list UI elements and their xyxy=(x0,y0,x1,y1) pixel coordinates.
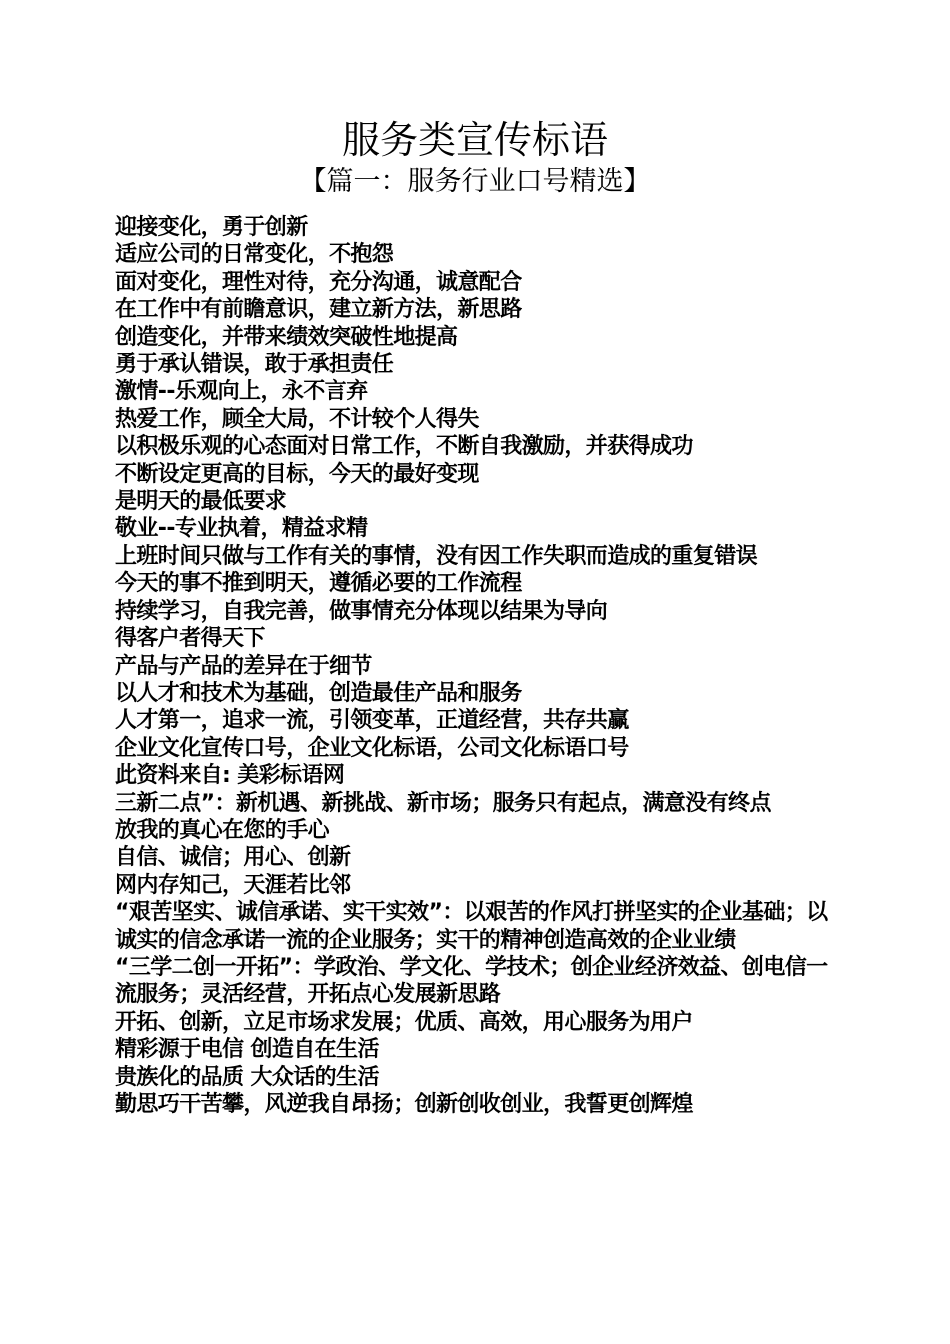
slogan-line: 适应公司的日常变化，不抱怨 xyxy=(115,242,394,268)
slogan-line: 产品与产品的差异在于细节 xyxy=(115,653,372,679)
slogan-line: 敬业--专业执着，精益求精 xyxy=(115,516,368,542)
slogan-line: 创造变化，并带来绩效突破性地提高 xyxy=(115,324,458,350)
slogan-line: 在工作中有前瞻意识，建立新方法，新思路 xyxy=(115,297,522,323)
slogan-line: 迎接变化，勇于创新 xyxy=(115,215,308,240)
slogan-line: 热爱工作，顾全大局，不计较个人得失 xyxy=(115,406,479,432)
slogan-line: 此资料来自: 美彩标语网 xyxy=(115,763,345,789)
slogan-line: 上班时间只做与工作有关的事情，没有因工作失职而造成的重复错误 xyxy=(115,543,758,569)
slogan-line: 贵族化的品质 大众话的生活 xyxy=(115,1064,379,1090)
slogan-line: 开拓、创新，立足市场求发展；优质、高效，用心服务为用户 xyxy=(115,1009,693,1035)
slogan-line: 以人才和技术为基础，创造最佳产品和服务 xyxy=(115,680,522,706)
slogan-line: 企业文化宣传口号，企业文化标语，公司文化标语口号 xyxy=(115,735,629,761)
slogan-line: 今天的事不推到明天，遵循必要的工作流程 xyxy=(115,571,522,597)
slogan-line: 人才第一，追求一流，引领变革，正道经营，共存共赢 xyxy=(115,708,629,734)
slogan-line: 精彩源于电信 创造自在生活 xyxy=(115,1037,379,1063)
slogan-line: 勤思巧干苦攀，风逆我自昂扬；创新创收创业，我誓更创辉煌 xyxy=(115,1092,693,1117)
document-title: 服务类宣传标语 xyxy=(341,118,608,162)
slogan-line: 持续学习，自我完善，做事情充分体现以结果为导向 xyxy=(115,598,608,624)
slogan-list xyxy=(115,214,845,1118)
slogan-line: “艰苦坚实、诚信承诺、实干实效”：以艰苦的作风打拼坚实的企业基础；以诚实的信念承诺一流的企业服务；实干的精神创造高效的企业业绩 xyxy=(115,900,828,953)
slogan-line: 激情--乐观向上，永不言弃 xyxy=(115,379,368,405)
slogan-line: 自信、诚信；用心、创新 xyxy=(115,845,351,871)
slogan-line: 放我的真心在您的手心 xyxy=(115,817,330,843)
slogan-line: 面对变化，理性对待，充分沟通，诚意配合 xyxy=(115,269,522,295)
slogan-line: “三学二创一开拓”：学政治、学文化、学技术；创企业经济效益、创电信一流服务；灵活经营，开拓点心发展新思路 xyxy=(115,954,828,1008)
slogan-line: 网内存知己，天涯若比邻 xyxy=(115,872,351,898)
slogan-line: 三新二点”：新机遇、新挑战、新市场；服务只有起点，满意没有终点 xyxy=(115,790,771,816)
slogan-line: 不断设定更高的目标，今天的最好变现 xyxy=(115,461,479,487)
document-subtitle: 【篇一：服务行业口号精选】 xyxy=(299,166,651,197)
slogan-line: 是明天的最低要求 xyxy=(115,489,287,515)
slogan-line: 以积极乐观的心态面对日常工作，不断自我激励，并获得成功 xyxy=(115,434,693,460)
slogan-line: 得客户者得天下 xyxy=(115,626,265,652)
slogan-line: 勇于承认错误，敢于承担责任 xyxy=(115,352,394,378)
